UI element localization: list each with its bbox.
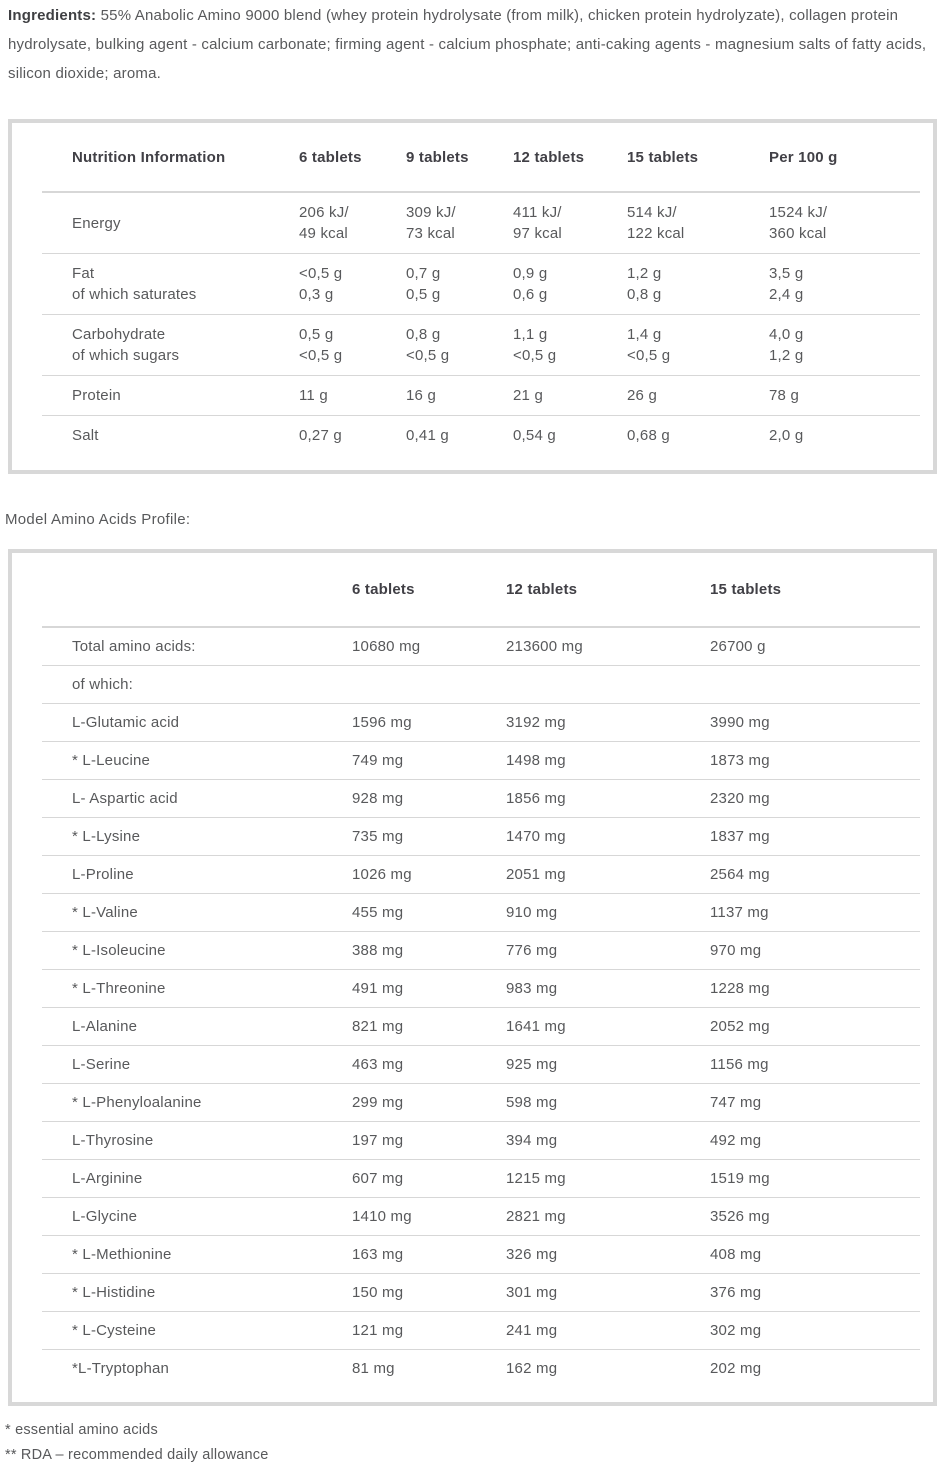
cell-value: 0,54 g <box>513 427 556 444</box>
amino-value-12-tablets: 776 mg <box>506 942 558 959</box>
nutrition-value-cell <box>406 263 513 305</box>
amino-value-12-tablets: 1498 mg <box>506 752 566 769</box>
cell-value: 78 g <box>769 387 799 404</box>
cell-value: 1524 kJ/ <box>769 204 828 221</box>
nutrition-table-row <box>42 254 920 315</box>
nutrient-label: Fat <box>72 265 95 282</box>
amino-acid-label: * L-Isoleucine <box>72 942 166 959</box>
nutrition-value-cell <box>299 385 406 406</box>
amino-value-6-tablets: 735 mg <box>352 828 404 845</box>
nutrition-value-cell <box>627 324 769 366</box>
amino-acid-label: * L-Cysteine <box>72 1322 157 1339</box>
nutrient-sublabel: of which sugars <box>72 347 180 364</box>
amino-value-15-tablets: 1228 mg <box>710 980 770 997</box>
amino-acid-label: L-Glutamic acid <box>72 714 180 731</box>
nutrient-label-cell <box>42 425 299 446</box>
cell-value: 1,1 g <box>513 326 548 343</box>
amino-acid-label: * L-Leucine <box>72 752 151 769</box>
amino-acid-label: * L-Lysine <box>72 828 141 845</box>
nutrient-sublabel: of which saturates <box>72 286 197 303</box>
cell-value: 16 g <box>406 387 436 404</box>
amino-table-row <box>42 1350 920 1387</box>
amino-table-row <box>42 1008 920 1046</box>
column-header-12-tablets: 12 tablets <box>513 148 585 166</box>
amino-table-row <box>42 1312 920 1350</box>
amino-profile-section-title: Model Amino Acids Profile: <box>5 511 191 528</box>
column-header-15-tablets: 15 tablets <box>710 581 782 598</box>
amino-value-6-tablets: 1410 mg <box>352 1208 412 1225</box>
amino-value-12-tablets: 598 mg <box>506 1094 558 1111</box>
amino-value-12-tablets: 2051 mg <box>506 866 566 883</box>
amino-value-6-tablets: 197 mg <box>352 1132 404 1149</box>
nutrition-header-row <box>42 123 920 193</box>
nutrition-value-cell <box>627 425 769 446</box>
nutrition-table-body <box>42 123 920 470</box>
cell-value: 0,8 g <box>627 286 662 303</box>
amino-acid-label: L- Aspartic acid <box>72 790 178 807</box>
nutrient-label: Protein <box>72 387 121 404</box>
amino-acid-label: * L-Threonine <box>72 980 166 997</box>
cell-value: <0,5 g <box>299 265 343 282</box>
cell-value: 0,5 g <box>299 326 334 343</box>
nutrition-value-cell <box>299 263 406 305</box>
nutrient-label: Carbohydrate <box>72 326 166 343</box>
nutrition-value-cell <box>769 385 920 406</box>
amino-value-6-tablets: 299 mg <box>352 1094 404 1111</box>
nutrition-table-row <box>42 193 920 254</box>
nutrition-value-cell <box>769 202 920 244</box>
nutrition-value-cell <box>299 324 406 366</box>
amino-value-15-tablets: 3526 mg <box>710 1208 770 1225</box>
amino-value-6-tablets: 463 mg <box>352 1056 404 1073</box>
amino-value-15-tablets: 408 mg <box>710 1246 762 1263</box>
nutrition-value-cell <box>406 385 513 406</box>
cell-value: <0,5 g <box>406 347 450 364</box>
cell-value: 1,2 g <box>627 265 662 282</box>
amino-value-6-tablets: 1596 mg <box>352 714 412 731</box>
amino-value-12-tablets: 3192 mg <box>506 714 566 731</box>
amino-acid-label: L-Glycine <box>72 1208 138 1225</box>
nutrition-table-row <box>42 376 920 416</box>
amino-value-6-tablets: 163 mg <box>352 1246 404 1263</box>
cell-value: 309 kJ/ <box>406 204 456 221</box>
amino-acids-profile-table <box>8 549 937 1406</box>
amino-value-12-tablets: 925 mg <box>506 1056 558 1073</box>
amino-value-12-tablets: 983 mg <box>506 980 558 997</box>
ingredients-text: 55% Anabolic Amino 9000 blend (whey protein hydrolysate (from milk), chicken protein hydrolyzate), collagen protein hydrolysate, bulking agent - calcium carbonate; firming agent - calcium phosphate; anti-caking agents - magnesium salts of fatty acids, silicon dioxide; aroma. <box>8 7 927 82</box>
cell-value: 0,6 g <box>513 286 548 303</box>
column-header-9-tablets: 9 tablets <box>406 148 469 166</box>
amino-table-row <box>42 818 920 856</box>
amino-acid-label: L-Alanine <box>72 1018 138 1035</box>
cell-value: <0,5 g <box>627 347 671 364</box>
cell-value: 2,4 g <box>769 286 804 303</box>
amino-value-15-tablets: 376 mg <box>710 1284 762 1301</box>
nutrition-rows <box>42 193 920 470</box>
amino-value-12-tablets: 326 mg <box>506 1246 558 1263</box>
amino-value-6-tablets: 821 mg <box>352 1018 404 1035</box>
cell-value: 122 kcal <box>627 225 685 242</box>
nutrition-value-cell <box>513 324 627 366</box>
column-header-6-tablets: 6 tablets <box>352 581 415 598</box>
amino-acid-label: L-Proline <box>72 866 134 883</box>
nutrient-label: Salt <box>72 427 99 444</box>
cell-value: 97 kcal <box>513 225 562 242</box>
amino-value-6-tablets: 491 mg <box>352 980 404 997</box>
ingredients-paragraph <box>0 0 945 88</box>
cell-value: 73 kcal <box>406 225 455 242</box>
amino-acid-label: * L-Methionine <box>72 1246 172 1263</box>
footnote-essential-amino-acids: * essential amino acids <box>5 1422 158 1438</box>
amino-table-row <box>42 1274 920 1312</box>
amino-value-12-tablets: 1641 mg <box>506 1018 566 1035</box>
nutrition-value-cell <box>299 202 406 244</box>
amino-table-row <box>42 970 920 1008</box>
amino-value-15-tablets: 970 mg <box>710 942 762 959</box>
amino-value-15-tablets: 1156 mg <box>710 1056 769 1073</box>
amino-value-15-tablets: 2052 mg <box>710 1018 770 1035</box>
nutrition-value-cell <box>406 425 513 446</box>
amino-value-12-tablets: 241 mg <box>506 1322 558 1339</box>
amino-acid-label: L-Arginine <box>72 1170 143 1187</box>
nutrient-label-cell <box>42 263 299 305</box>
cell-value: 2,0 g <box>769 427 804 444</box>
cell-value: 0,41 g <box>406 427 449 444</box>
cell-value: 11 g <box>299 387 328 404</box>
amino-value-6-tablets: 10680 mg <box>352 638 421 655</box>
nutrition-value-cell <box>513 263 627 305</box>
cell-value: 1,2 g <box>769 347 804 364</box>
nutrition-value-cell <box>627 385 769 406</box>
cell-value: 21 g <box>513 387 543 404</box>
nutrition-value-cell <box>627 202 769 244</box>
cell-value: 360 kcal <box>769 225 827 242</box>
nutrient-label-cell <box>42 385 299 406</box>
amino-value-15-tablets: 2564 mg <box>710 866 770 883</box>
nutrition-value-cell <box>627 263 769 305</box>
amino-acid-label: * L-Valine <box>72 904 138 921</box>
cell-value: <0,5 g <box>513 347 557 364</box>
nutrient-label-cell <box>42 324 299 366</box>
cell-value: <0,5 g <box>299 347 343 364</box>
amino-value-6-tablets: 749 mg <box>352 752 404 769</box>
nutrition-value-cell <box>513 425 627 446</box>
amino-value-6-tablets: 607 mg <box>352 1170 404 1187</box>
amino-value-6-tablets: 455 mg <box>352 904 404 921</box>
nutrition-value-cell <box>299 425 406 446</box>
amino-value-6-tablets: 928 mg <box>352 790 404 807</box>
amino-table-row <box>42 1122 920 1160</box>
amino-acid-label: L-Serine <box>72 1056 131 1073</box>
amino-table-row <box>42 1160 920 1198</box>
amino-value-15-tablets: 202 mg <box>710 1360 762 1377</box>
column-header-12-tablets: 12 tablets <box>506 581 578 598</box>
amino-value-15-tablets: 3990 mg <box>710 714 770 731</box>
amino-value-12-tablets: 213600 mg <box>506 638 583 655</box>
amino-value-15-tablets: 492 mg <box>710 1132 762 1149</box>
cell-value: 0,68 g <box>627 427 670 444</box>
cell-value: 0,3 g <box>299 286 334 303</box>
amino-value-15-tablets: 26700 g <box>710 638 766 655</box>
amino-value-15-tablets: 1137 mg <box>710 904 769 921</box>
cell-value: 0,5 g <box>406 286 441 303</box>
amino-value-12-tablets: 1470 mg <box>506 828 566 845</box>
cell-value: 26 g <box>627 387 657 404</box>
cell-value: 1,4 g <box>627 326 662 343</box>
amino-value-12-tablets: 301 mg <box>506 1284 558 1301</box>
amino-table-row <box>42 894 920 932</box>
amino-value-15-tablets: 747 mg <box>710 1094 762 1111</box>
nutrition-value-cell <box>769 324 920 366</box>
cell-value: 411 kJ/ <box>513 204 562 221</box>
nutrient-label-cell <box>42 213 299 234</box>
amino-table-row <box>42 742 920 780</box>
amino-table-row <box>42 1046 920 1084</box>
ingredients-label: Ingredients: <box>8 7 97 24</box>
nutrition-value-cell <box>513 202 627 244</box>
amino-table-row <box>42 1198 920 1236</box>
amino-value-15-tablets: 1873 mg <box>710 752 770 769</box>
amino-value-12-tablets: 394 mg <box>506 1132 558 1149</box>
nutrition-value-cell <box>406 202 513 244</box>
amino-acid-label: L-Thyrosine <box>72 1132 154 1149</box>
amino-table-row <box>42 1084 920 1122</box>
nutrition-value-cell <box>513 385 627 406</box>
cell-value: 206 kJ/ <box>299 204 349 221</box>
amino-table-row <box>42 780 920 818</box>
amino-value-12-tablets: 910 mg <box>506 904 558 921</box>
cell-value: 49 kcal <box>299 225 348 242</box>
cell-value: 514 kJ/ <box>627 204 677 221</box>
amino-value-12-tablets: 1856 mg <box>506 790 566 807</box>
amino-table-row <box>42 666 920 704</box>
nutrient-label: Energy <box>72 214 121 232</box>
amino-rows <box>42 628 920 1387</box>
amino-table-body <box>42 553 920 1402</box>
amino-acid-label: *L-Tryptophan <box>72 1360 170 1377</box>
amino-value-6-tablets: 121 mg <box>352 1322 404 1339</box>
amino-table-row <box>42 856 920 894</box>
column-header-15-tablets: 15 tablets <box>627 148 699 166</box>
nutrition-table-row <box>42 416 920 470</box>
column-header-6-tablets: 6 tablets <box>299 148 362 166</box>
nutrition-value-cell <box>769 263 920 305</box>
nutrition-table-row <box>42 315 920 376</box>
amino-acid-label: Total amino acids: <box>72 638 196 655</box>
amino-value-12-tablets: 2821 mg <box>506 1208 566 1225</box>
amino-value-12-tablets: 1215 mg <box>506 1170 566 1187</box>
cell-value: 4,0 g <box>769 326 804 343</box>
amino-acid-label: of which: <box>72 676 133 693</box>
nutrition-value-cell <box>406 324 513 366</box>
cell-value: 0,7 g <box>406 265 441 282</box>
amino-table-row <box>42 1236 920 1274</box>
amino-value-6-tablets: 150 mg <box>352 1284 404 1301</box>
amino-value-6-tablets: 388 mg <box>352 942 404 959</box>
amino-value-12-tablets: 162 mg <box>506 1360 558 1377</box>
cell-value: 0,8 g <box>406 326 441 343</box>
amino-value-15-tablets: 2320 mg <box>710 790 770 807</box>
amino-table-row <box>42 628 920 666</box>
amino-value-15-tablets: 1837 mg <box>710 828 770 845</box>
amino-acid-label: * L-Histidine <box>72 1284 156 1301</box>
amino-value-15-tablets: 1519 mg <box>710 1170 770 1187</box>
column-header-per-100g: Per 100 g <box>769 148 838 166</box>
nutrition-information-table <box>8 119 937 474</box>
cell-value: 0,9 g <box>513 265 548 282</box>
cell-value: 0,27 g <box>299 427 342 444</box>
amino-header-row <box>42 553 920 628</box>
amino-table-row <box>42 932 920 970</box>
nutrition-value-cell <box>769 425 920 446</box>
amino-table-row <box>42 704 920 742</box>
amino-acid-label: * L-Phenyloalanine <box>72 1094 202 1111</box>
nutrition-table-title: Nutrition Information <box>72 148 226 166</box>
amino-value-15-tablets: 302 mg <box>710 1322 762 1339</box>
cell-value: 3,5 g <box>769 265 804 282</box>
amino-value-6-tablets: 81 mg <box>352 1360 395 1377</box>
amino-value-6-tablets: 1026 mg <box>352 866 412 883</box>
footnote-rda: ** RDA – recommended daily allowance <box>5 1447 269 1463</box>
